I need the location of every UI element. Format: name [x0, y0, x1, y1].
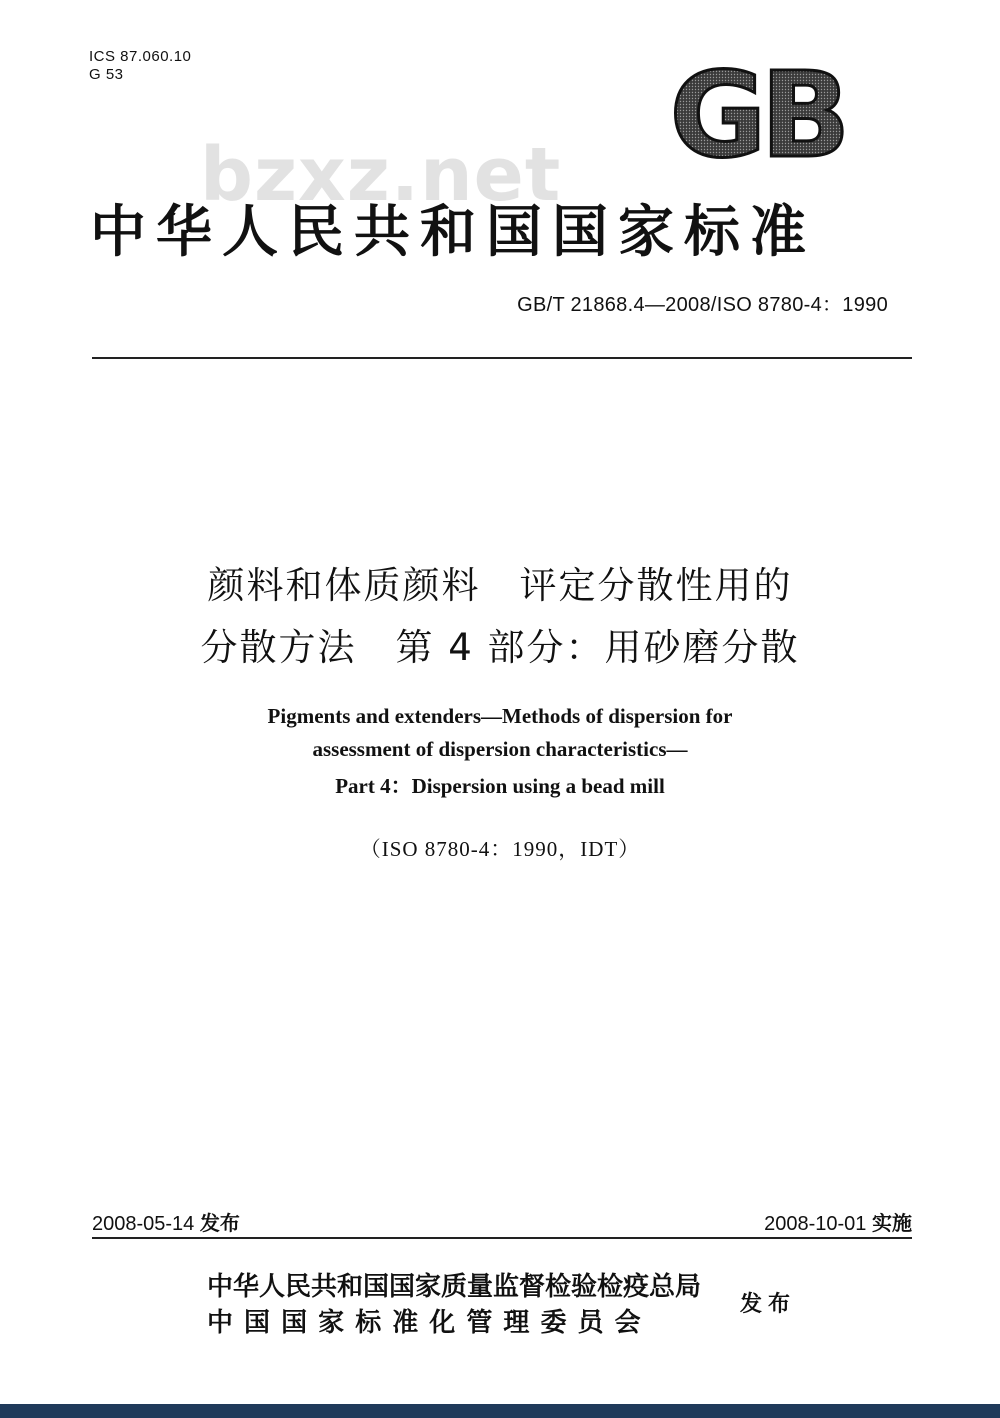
header-divider — [92, 357, 912, 359]
title-zh-line-2: 分散方法 第 4 部分：用砂磨分散 — [200, 626, 800, 669]
iso-equivalence: （ISO 8780-4：1990，IDT） — [359, 837, 641, 861]
issue-date-block — [92, 1207, 240, 1236]
ics-code: ICS 87.060.10 — [89, 48, 192, 65]
title-en-line-3: Part 4：Dispersion using a bead mill — [335, 774, 665, 798]
footer-divider — [92, 1237, 912, 1239]
issue-date: 2008-05-14 — [92, 1213, 195, 1235]
classification-codes — [89, 48, 191, 84]
gb-logo-icon — [655, 58, 860, 168]
national-standard-heading: 中华人民共和国国家标准 — [90, 200, 816, 265]
title-en-line-2: assessment of dispersion characteristics— — [312, 737, 688, 761]
bottom-edge-strip — [0, 1404, 1000, 1418]
title-zh-line-1: 颜料和体质颜料 评定分散性用的 — [207, 564, 793, 607]
issuer-org-1: 中华人民共和国国家质量监督检验检疫总局 — [207, 1272, 702, 1302]
issue-label: 发布 — [199, 1211, 240, 1235]
watermark: bzxz.net — [200, 132, 562, 218]
title-en-line-1: Pigments and extenders—Methods of dispersion for — [267, 704, 733, 728]
standard-number: GB/T 21868.4—2008/ISO 8780-4：1990 — [517, 294, 888, 316]
ccs-code: G 53 — [89, 66, 124, 83]
release-label: 发布 — [740, 1292, 797, 1317]
implement-label: 实施 — [872, 1211, 912, 1235]
implement-date-block — [764, 1207, 912, 1236]
svg-text:GB: GB — [669, 58, 845, 168]
implement-date: 2008-10-01 — [764, 1213, 867, 1235]
issuer-org-2: 中 国 国 家 标 准 化 管 理 委 员 会 — [207, 1308, 642, 1338]
